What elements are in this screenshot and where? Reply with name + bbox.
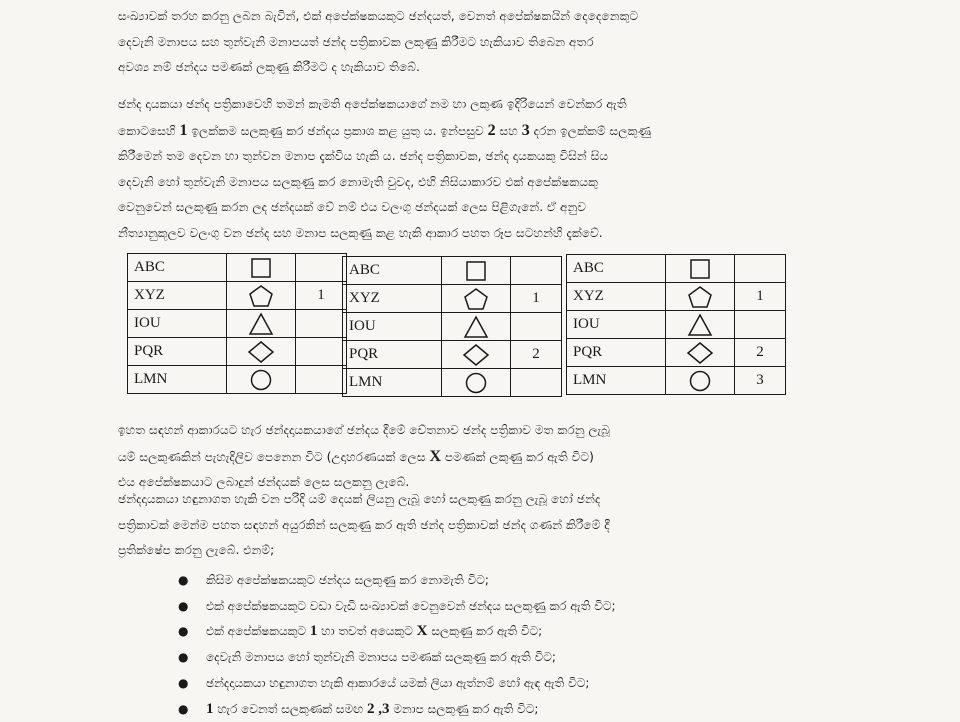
candidate-name: PQR (567, 339, 666, 367)
numbers-2-3: 2 ,3 (367, 700, 390, 717)
preference-mark: 1 (296, 282, 347, 310)
preference-mark (296, 254, 347, 282)
text-span: ඉලක්කම සලකුණු කර ඡන්දය ප්‍රකාශ කළ යුතු ය. ඉන්පසුව (187, 123, 488, 138)
ballot-row (343, 285, 562, 313)
triangle-icon (686, 313, 714, 337)
ballot-row (128, 338, 347, 366)
ballot-row (128, 310, 347, 338)
candidate-symbol (227, 366, 296, 394)
preference-mark: 2 (511, 341, 562, 369)
bullet-icon: ● (178, 650, 189, 665)
candidate-name: XYZ (128, 282, 227, 310)
text-span: එක් අපේක්ෂකයකුට (206, 624, 310, 639)
candidate-symbol (666, 283, 735, 311)
intro-paragraph (118, 4, 856, 81)
bullet-icon: ● (178, 675, 189, 690)
ballot-row (567, 283, 786, 311)
candidate-name: XYZ (567, 283, 666, 311)
text-span: හැර වෙනත් සලකුණක් සමඟ (213, 701, 367, 716)
ballot-row (343, 369, 562, 397)
number-1: 1 (179, 121, 188, 139)
text-line: ඡන්ද දායකයා ඡන්ද පත්‍රිකාවෙහි තමන් කැමති අපේක්ෂකයාගේ නම හා ලකුණ ඉදිරියෙන් වෙන්කර ඇති (118, 97, 627, 111)
diamond-icon (247, 340, 275, 364)
ballot-row (567, 339, 786, 367)
rejection-paragraph (118, 487, 856, 564)
circle-icon (686, 369, 714, 393)
candidate-name: ABC (128, 254, 227, 282)
preference-mark (735, 311, 786, 339)
diamond-icon (462, 343, 490, 367)
list-item (178, 645, 876, 671)
text-line: ඉහත සඳහන් ආකාරයට හැර ඡන්දදායකයාගේ ඡන්දය දීමේ චේතනාව ඡන්ද පත්‍රිකාව මත කරනු ලැබූ (118, 423, 610, 437)
bullet-icon: ● (178, 573, 189, 587)
list-item (178, 594, 876, 620)
text-span: යම් සලකුණකින් පැහැදිලිව පෙනෙන විට (උදාහරණයක් ලෙස (118, 449, 430, 464)
text-span: සහ (495, 123, 522, 138)
square-icon (686, 257, 714, 281)
sample-ballot-3 (566, 254, 786, 395)
text-span: මනාප සලකුණු කර ඇති විට; (389, 701, 539, 716)
text-line: සංඛ්‍යාවක් තරහ කරනු ලබන බැවින්, එක් අපේක්ෂකයකුට ඡන්දයත්, වෙනත් අපේක්ෂකයින් දෙදෙනෙකුට (118, 9, 639, 23)
text-line: ප්‍රතික්ෂේප කරනු ලැබේ. එනම්; (118, 543, 275, 558)
bullet-icon: ● (178, 701, 189, 716)
preference-mark (296, 366, 347, 394)
triangle-icon (247, 312, 275, 336)
x-mark: X (416, 623, 428, 640)
number-1: 1 (309, 623, 318, 640)
preference-mark: 3 (735, 367, 786, 395)
candidate-symbol (666, 367, 735, 395)
number-1: 1 (206, 700, 214, 717)
candidate-name: PQR (343, 341, 442, 369)
candidate-name: PQR (128, 338, 227, 366)
candidate-symbol (442, 313, 511, 341)
preference-mark (511, 257, 562, 285)
sample-ballot-2 (342, 256, 562, 397)
list-item (178, 697, 876, 722)
pentagon-icon (686, 285, 714, 309)
text-span: පමණක් ලකුණු කර ඇති විට) (441, 449, 594, 464)
candidate-name: IOU (567, 311, 666, 339)
ballot-row (343, 313, 562, 341)
candidate-symbol (442, 257, 511, 285)
triangle-icon (462, 315, 490, 339)
candidate-name: LMN (128, 366, 227, 394)
text-span: සලකුණු කර ඇති විට; (427, 624, 543, 639)
number-2: 2 (487, 121, 496, 139)
candidate-name: LMN (567, 367, 666, 395)
text-line (118, 118, 856, 145)
candidate-symbol (227, 282, 296, 310)
bullet-icon: ● (178, 624, 189, 639)
number-3: 3 (521, 121, 530, 139)
text-line: වෙනුවෙන් සලකුණු කරන ලද ඡන්දයක් වේ නම් එය වලංගු ඡන්දයක් ලෙස පිළිගැනේ. ඒ අනුව (118, 200, 587, 215)
candidate-symbol (666, 339, 735, 367)
pentagon-icon (247, 284, 275, 308)
candidate-name: ABC (343, 257, 442, 285)
ballot-row (343, 257, 562, 285)
text-line: එය අපේක්ෂකයාට ලබාදුන් ඡන්දයක් ලෙස සලකනු ලැබේ. (118, 475, 410, 490)
candidate-symbol (666, 311, 735, 339)
circle-icon (247, 368, 275, 392)
text-span: දරන ඉලක්කම් සලකුණු (529, 123, 652, 138)
candidate-symbol (442, 285, 511, 313)
ballot-row (128, 282, 347, 310)
candidate-symbol (227, 310, 296, 338)
preference-mark (296, 310, 347, 338)
list-item (178, 619, 876, 645)
text-span: එක් අපේක්ෂකයකුට වඩා වැඩි සංඛ්‍යාවක් වෙනුවෙන් ඡන්දය සලකුණු කර ඇති විට; (206, 598, 616, 613)
text-line: දෙවැනි මනාපය සහ තුන්වැනි මනාපයත් ඡන්ද පත්‍රිකාවක ලකුණු කිරීමට හැකියාව තිබෙන අතර (118, 34, 594, 49)
preference-mark (296, 338, 347, 366)
square-icon (462, 259, 490, 283)
text-span: දෙවැනි මනාපය හෝ තුන්වැනි මනාපය පමණක් සලකුණු කර ඇති විට; (206, 650, 556, 665)
intent-paragraph (118, 418, 856, 496)
text-line: කිරීමෙන් තම දෙවන හා තුන්වන මනාප දැක්විය හැකි ය. ඡන්ද පත්‍රිකාවක, ඡන්ද දායකයකු විසින් සිය (118, 149, 609, 164)
preference-mark (511, 313, 562, 341)
x-mark: X (429, 447, 442, 465)
voting-method-paragraph (118, 92, 856, 247)
preference-mark (511, 369, 562, 397)
ballot-row (567, 311, 786, 339)
candidate-name: LMN (343, 369, 442, 397)
preference-mark: 2 (735, 339, 786, 367)
diamond-icon (686, 341, 714, 365)
ballot-row (128, 366, 347, 394)
preference-mark (735, 255, 786, 283)
candidate-symbol (442, 369, 511, 397)
ballot-row (567, 367, 786, 395)
candidate-name: IOU (343, 313, 442, 341)
text-line: නීත්‍යානුකූලව වලංගු වන ඡන්ද සහ මනාප සලකුණු කළ හැකි ආකාර පහත රූප සටහන්හි දැක්වේ. (118, 225, 603, 240)
candidate-name: IOU (128, 310, 227, 338)
text-line (118, 444, 856, 471)
preference-mark: 1 (511, 285, 562, 313)
rejection-reasons-list (178, 568, 876, 722)
text-span: කොටසෙහි (118, 123, 180, 138)
pentagon-icon (462, 287, 490, 311)
text-line: ඡන්දදායකයා හඳුනාගත හැකි වන පරිදි යම් දෙයක් ලියනු ලැබූ හෝ සලකුණු කරනු ලැබූ හෝ ඡන්ද (118, 492, 601, 506)
square-icon (247, 256, 275, 280)
candidate-symbol (227, 338, 296, 366)
candidate-name: XYZ (343, 285, 442, 313)
text-span: කිසිම අපේක්ෂකයකුට ඡන්දය සලකුණු කර නොමැති විට; (206, 573, 489, 587)
text-line: අවශ්‍ය නම් ඡන්දය පමණක් ලකුණු කිරීමට ද හැකියාව තිබේ. (118, 60, 420, 75)
candidate-symbol (227, 254, 296, 282)
text-span: හා තවත් අයෙකුට (317, 624, 417, 639)
text-line: දෙවැනි හෝ තුන්වැනි මනාපය සලකුණු කර නොමැති වුවද, එහි නිසියාකාරව එක් අපේක්ෂකයකු (118, 174, 599, 189)
bullet-icon: ● (178, 598, 189, 613)
ballot-row (343, 341, 562, 369)
ballot-row (567, 255, 786, 283)
list-item (178, 568, 876, 594)
sample-ballot-1 (127, 253, 347, 394)
candidate-name: ABC (567, 255, 666, 283)
list-item (178, 671, 876, 697)
text-line: පත්‍රිකාවක් මෙන්ම පහත සඳහන් අයුරකින් සලකුණු කර ඇති ඡන්ද පත්‍රිකාවක් ඡන්ද ගණන් කිරීමේ දී (118, 517, 610, 532)
circle-icon (462, 371, 490, 395)
candidate-symbol (666, 255, 735, 283)
candidate-symbol (442, 341, 511, 369)
text-span: ඡන්දදායකයා හඳුනාගත හැකි ආකාරයේ යමක් ලියා ඇත්නම් හෝ ඇඳ ඇති විට; (206, 675, 590, 690)
ballot-row (128, 254, 347, 282)
preference-mark: 1 (735, 283, 786, 311)
